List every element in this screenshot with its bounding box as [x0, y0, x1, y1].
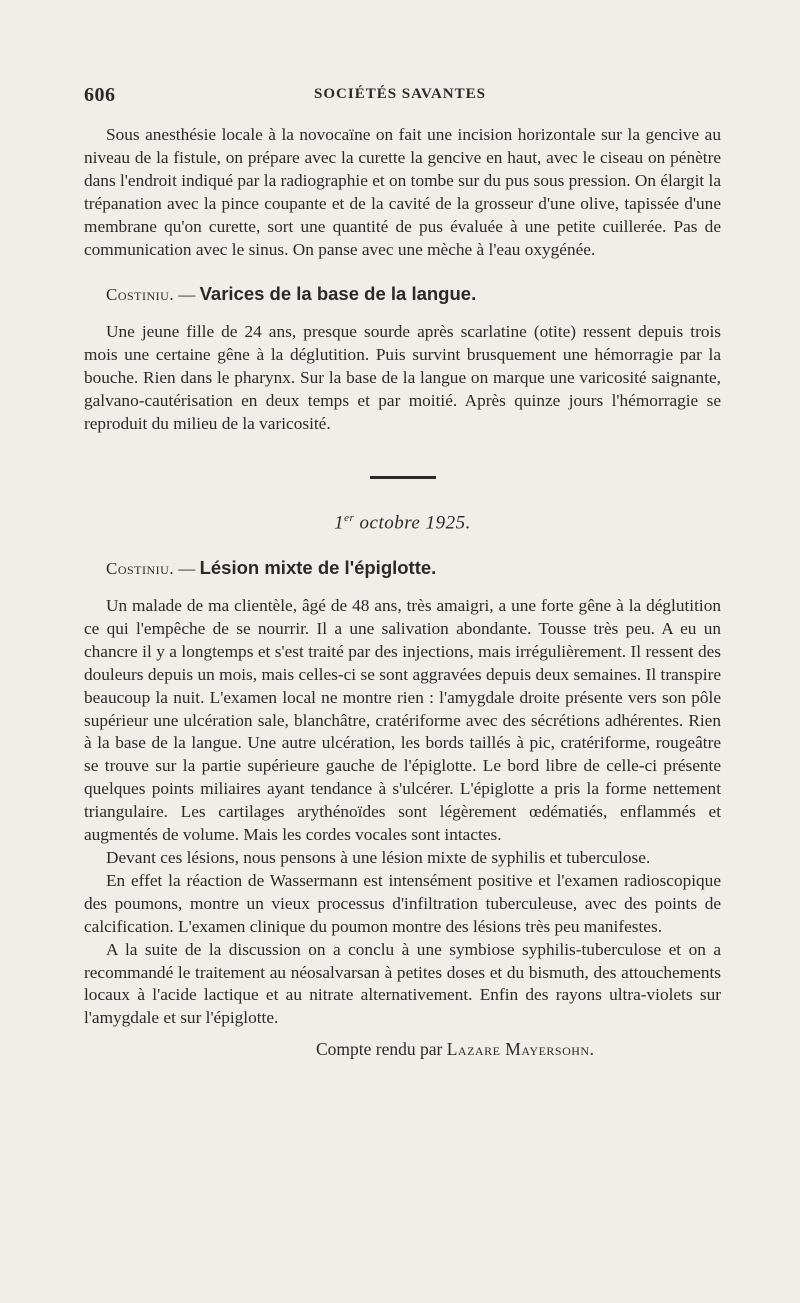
- page-number: 606: [84, 84, 116, 106]
- signature-name: Lazare Mayersohn.: [446, 1039, 595, 1060]
- heading-author: Costiniu.: [106, 285, 175, 305]
- heading-dash: —: [174, 559, 200, 579]
- section-heading-epiglotte: [84, 557, 721, 581]
- date-rest: octobre 1925.: [354, 512, 471, 534]
- paragraph-wassermann: En effet la réaction de Wassermann est intensément positive et l'examen radioscopique des poumons, montre un vieux processus d'infiltration tuberculeuse, avec des points de calcification. L'examen clinique du poumon montre des lésions très peu manifestes.: [84, 870, 721, 936]
- heading-title: Varices de la base de la langue.: [199, 283, 477, 305]
- heading-author: Costiniu.: [106, 559, 175, 579]
- running-title: SOCIÉTÉS SAVANTES: [314, 86, 486, 102]
- article-body: [84, 124, 721, 1061]
- paragraph-treatment: A la suite de la discussion on a conclu à une symbiose syphilis-tuberculose et on a recommandé le traitement au néosalvarsan à petites doses et du bismuth, des attouchements locaux à l'acide lactique et au nitrate alternativement. Enfin des rayons ultra-violets sur l'amygdale et sur l'épiglotte.: [84, 939, 721, 1028]
- paragraph-diagnosis: Devant ces lésions, nous pensons à une lésion mixte de syphilis et tuberculose.: [106, 847, 651, 867]
- heading-title: Lésion mixte de l'épiglotte.: [199, 557, 437, 579]
- paragraph-case: Un malade de ma clientèle, âgé de 48 ans, très amaigri, a une forte gêne à la déglutition ce qui l'empêche de se nourrir. Il a une salivation abondante. Tousse très peu. A eu un chancre il y a longtemps et s'est traité par des injections, mais irrégulièrement. Il ressent des douleurs depuis un mois, mais celles-ci se sont aggravées depuis deux semaines. Il transpire beaucoup la nuit. L'examen local ne montre rien : l'amygdale droite présente vers son pôle supérieur une ulcération sale, blanchâtre, cratériforme avec des sécrétions adhérentes. Rien à la base de la langue. Une autre ulcération, les bords taillés à pic, cratériforme, rougeâtre se trouve sur la partie supérieure gauche de l'épiglotte. Le bord libre de celle-ci présente quelques points miliaires ayant tendance à s'ulcérer. L'épiglotte a pris la forme nettement triangulaire. Les cartilages arythénoïdes sont légèrement œdématiés, enflammés et augmentés de volume. Mais les cordes vocales sont intactes.: [84, 596, 721, 845]
- session-date: [84, 507, 721, 535]
- running-head: [84, 84, 716, 110]
- section-divider: [370, 476, 436, 479]
- date-ordinal: er: [344, 511, 355, 524]
- date-day: 1: [334, 512, 345, 534]
- signature-prefix: Compte rendu par: [316, 1039, 447, 1060]
- report-signature: [84, 1038, 721, 1061]
- paragraph-varices: Une jeune fille de 24 ans, presque sourde après scarlatine (otite) ressent depuis trois mois une certaine gêne à la déglutition. Puis survint brusquement une hémorragie par la bouche. Rien dans le pharynx. Sur la base de la langue on marque une varicosité saignante, galvano-cautérisation en deux temps et par moitié. Après quinze jours l'hémorragie se reproduit du milieu de la varicosité.: [84, 322, 721, 433]
- section-heading-varices: [84, 283, 721, 307]
- paragraph-anesthesia: Sous anesthésie locale à la novocaïne on fait une incision horizontale sur la gencive au niveau de la fistule, on prépare avec la curette la gencive en haut, avec le ciseau on pénètre dans l'endroit indiqué par la radiographie et on tombe sur du pus sous pression. On élargit la trépanation avec la pince coupante et de la cavité de la grosseur d'une olive, tapissée d'une membrane qu'on curette, sort une quantité de pus évaluée à une petite cuillerée. Pas de communication avec le sinus. On panse avec une mèche à l'eau oxygénée.: [84, 125, 721, 259]
- heading-dash: —: [174, 285, 200, 305]
